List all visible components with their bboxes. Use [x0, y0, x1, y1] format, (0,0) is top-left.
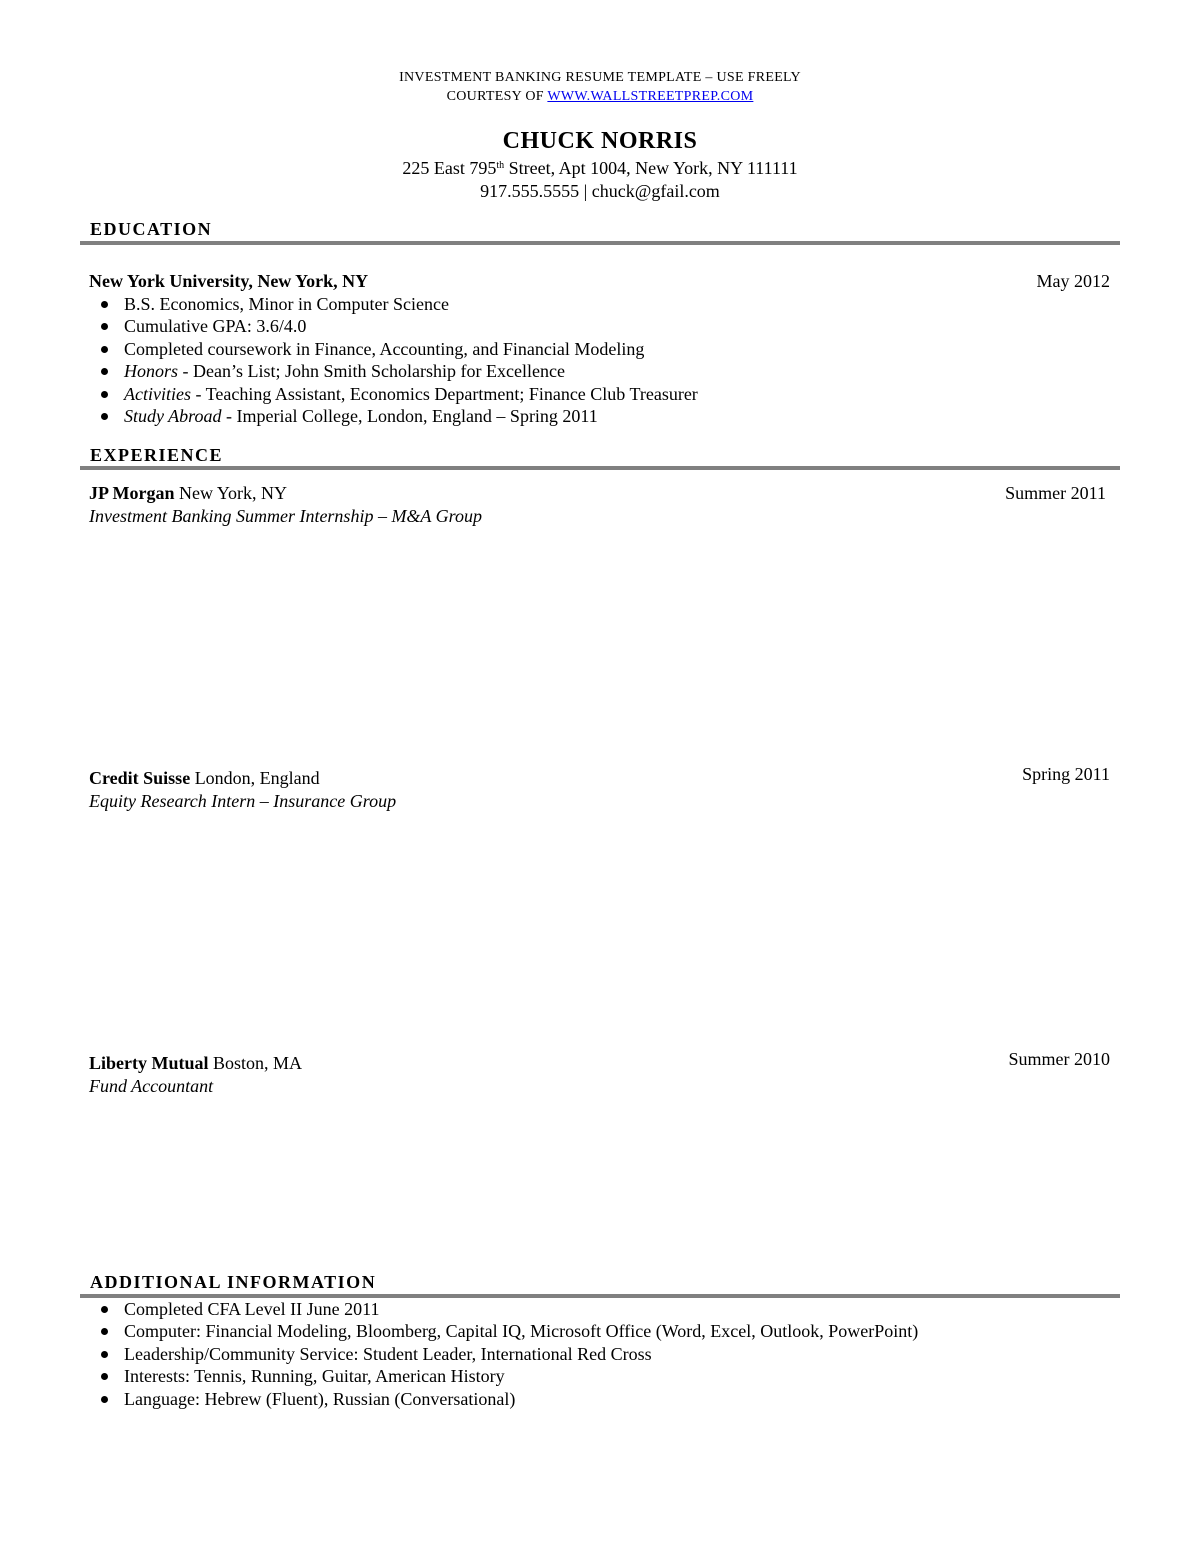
template-banner: INVESTMENT BANKING RESUME TEMPLATE – USE FREELY [399, 70, 801, 85]
experience-heading: EXPERIENCE [90, 445, 224, 465]
bullet-label: Study Abroad [124, 405, 222, 426]
education-date: May 2012 [1036, 271, 1110, 291]
education-bullets [0, 293, 698, 427]
job-role-text: Equity Research Intern – Insurance Group [89, 791, 397, 811]
bullet-text: Computer: Financial Modeling, Bloomberg, Capital IQ, Microsoft Office (Word, Excel, Outlook, PowerPoint) [124, 1321, 919, 1342]
school-name: New York University, New York, NY [89, 271, 369, 291]
courtesy-line [0, 89, 1200, 105]
education-divider [80, 241, 1120, 245]
education-bullet [0, 360, 698, 382]
education-bullet [0, 338, 698, 360]
bullet-text: Language: Hebrew (Fluent), Russian (Conversational) [124, 1388, 516, 1409]
job-date: Summer 2011 [1005, 483, 1106, 503]
bullet-text: Interests: Tennis, Running, Guitar, American History [124, 1366, 505, 1387]
bullet-dot [101, 413, 108, 420]
bullet-text: - Dean’s List; John Smith Scholarship for Excellence [178, 361, 565, 382]
bullet-dot [101, 301, 108, 308]
bullet-dot [101, 1351, 108, 1358]
job-role [89, 791, 396, 812]
job-date: Spring 2011 [1022, 764, 1110, 784]
additional-heading: ADDITIONAL INFORMATION [90, 1272, 377, 1292]
education-bullet [0, 383, 698, 405]
job-location: New York, NY [174, 483, 288, 503]
bullet-text: Leadership/Community Service: Student Leader, International Red Cross [124, 1343, 652, 1364]
bullet-dot [101, 1306, 108, 1313]
job-header [89, 1053, 302, 1074]
bullet-text: Completed CFA Level II June 2011 [124, 1299, 380, 1319]
job-role-text: Fund Accountant [89, 1076, 214, 1096]
bullet-label: Activities [124, 383, 191, 404]
bullet-dot [101, 1373, 108, 1380]
education-bullet [0, 293, 698, 315]
bullet-dot [101, 1328, 108, 1335]
experience-divider [80, 466, 1120, 470]
courtesy-prefix: COURTESY OF [446, 89, 548, 104]
job-header [89, 768, 320, 789]
wallstreetprep-link[interactable]: WWW.WALLSTREETPREP.COM [547, 89, 754, 104]
education-bullet [0, 405, 698, 427]
additional-bullet [0, 1388, 918, 1410]
bullet-text: - Imperial College, London, England – Spring 2011 [221, 405, 598, 426]
job-company: Credit Suisse [89, 768, 191, 788]
bullet-text: Completed coursework in Finance, Accounting, and Financial Modeling [124, 338, 645, 359]
address-part-a: 225 East 795 [402, 158, 497, 178]
bullet-dot [101, 346, 108, 353]
job-location: London, England [190, 768, 320, 788]
job-company: Liberty Mutual [89, 1053, 209, 1073]
address-superscript: th [496, 160, 505, 171]
job-role [89, 1076, 213, 1097]
bullet-dot [101, 323, 108, 330]
job-company: JP Morgan [89, 483, 175, 503]
bullet-dot [101, 391, 108, 398]
job-role [89, 506, 482, 527]
education-school [89, 271, 368, 292]
education-heading: EDUCATION [90, 219, 213, 239]
job-header [89, 483, 287, 504]
education-bullet [0, 315, 698, 337]
job-location: Boston, MA [208, 1053, 303, 1073]
address-part-b: Street, Apt 1004, New York, NY 111111 [504, 158, 798, 178]
additional-bullet [0, 1365, 918, 1387]
bullet-dot [101, 368, 108, 375]
additional-bullet [0, 1320, 918, 1342]
address-line [0, 158, 1200, 179]
job-date: Summer 2010 [1008, 1049, 1110, 1069]
candidate-name: CHUCK NORRIS [502, 128, 698, 154]
additional-bullet [0, 1343, 918, 1365]
job-role-text: Investment Banking Summer Internship – M&A Group [89, 506, 482, 526]
bullet-text: - Teaching Assistant, Economics Department; Finance Club Treasurer [190, 383, 698, 404]
additional-bullet [0, 1298, 918, 1320]
bullet-text: Cumulative GPA: 3.6/4.0 [124, 316, 307, 337]
bullet-dot [101, 1396, 108, 1403]
contact-line: 917.555.5555 | chuck@gfail.com [480, 181, 720, 201]
bullet-text: B.S. Economics, Minor in Computer Science [124, 294, 449, 314]
bullet-label: Honors [124, 361, 179, 382]
additional-bullets [0, 1298, 918, 1410]
